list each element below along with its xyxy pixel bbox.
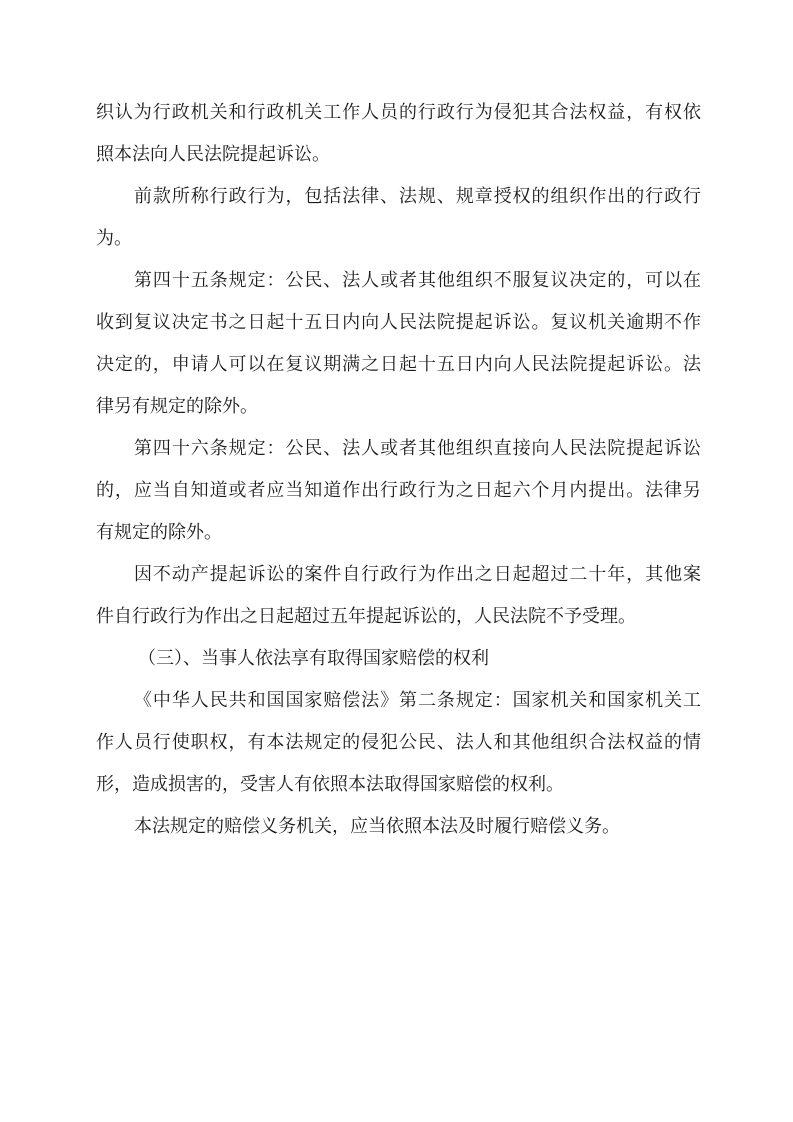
paragraph-article-45 [96, 260, 701, 428]
paragraph-continuation [96, 92, 701, 176]
paragraph-administrative-acts [96, 176, 701, 260]
text-line: 收到复议决定书之日起十五日内向人民法院提起诉讼。复议机关逾期不作 [96, 312, 701, 333]
text-line: 前款所称行政行为，包括法律、法规、规章授权的组织作出的行政行 [134, 186, 701, 207]
paragraph-article-46 [96, 428, 701, 554]
section-heading-text: （三）、当事人依法享有取得国家赔偿的权利 [138, 648, 489, 669]
text-line: 因不动产提起诉讼的案件自行政行为作出之日起超过二十年，其他案 [134, 564, 701, 585]
text-line: 为。 [96, 228, 132, 249]
text-line: 作人员行使职权，有本法规定的侵犯公民、法人和其他组织合法权益的情 [96, 732, 701, 753]
text-line: 有规定的除外。 [96, 522, 222, 543]
text-line: 第四十六条规定：公民、法人或者其他组织直接向人民法院提起诉讼 [134, 438, 701, 459]
text-line: 律另有规定的除外。 [96, 396, 258, 417]
document-body [96, 92, 701, 848]
text-line: 决定的，申请人可以在复议期满之日起十五日内向人民法院提起诉讼。法 [96, 354, 701, 375]
text-line: 本法规定的赔偿义务机关，应当依照本法及时履行赔偿义务。 [134, 816, 620, 837]
paragraph-state-compensation-law [96, 680, 701, 806]
text-line: 形，造成损害的，受害人有依照本法取得国家赔偿的权利。 [96, 774, 564, 795]
text-line: 照本法向人民法院提起诉讼。 [96, 144, 330, 165]
text-line: 的，应当自知道或者应当知道作出行政行为之日起六个月内提出。法律另 [96, 480, 701, 501]
text-line: 件自行政行为作出之日起超过五年提起诉讼的，人民法院不予受理。 [96, 606, 636, 627]
paragraph-real-estate-limit [96, 554, 701, 638]
text-line: 织认为行政机关和行政机关工作人员的行政行为侵犯其合法权益，有权依 [96, 102, 701, 123]
text-line: 《中华人民共和国国家赔偿法》第二条规定：国家机关和国家机关工 [134, 690, 701, 711]
section-heading [96, 638, 701, 680]
paragraph-compensation-obligation [96, 806, 701, 848]
text-line: 第四十五条规定：公民、法人或者其他组织不服复议决定的，可以在 [134, 270, 701, 291]
